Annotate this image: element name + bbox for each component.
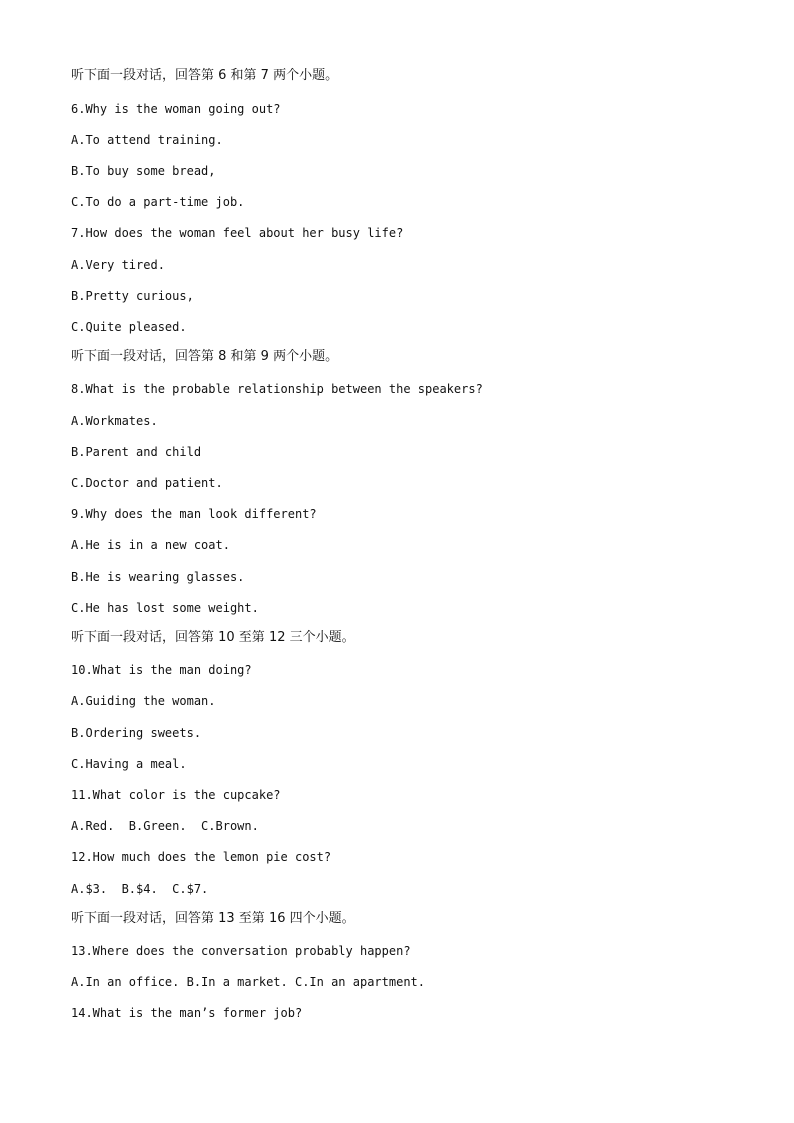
question-10: 10.What is the man doing? [71, 663, 252, 677]
question-7-option-a: A.Very tired. [71, 258, 165, 272]
section-instruction-13-16: 听下面一段对话，回答第 13 至第 16 四个小题。 [71, 911, 355, 926]
question-8: 8.What is the probable relationship between the speakers? [71, 382, 483, 396]
question-12-options: A.$3. B.$4. C.$7. [71, 882, 209, 896]
question-13-options: A.In an office. B.In a market. C.In an apartment. [71, 975, 426, 989]
question-9-option-b: B.He is wearing glasses. [71, 570, 245, 584]
question-12: 12.How much does the lemon pie cost? [71, 850, 332, 864]
question-9: 9.Why does the man look different? [71, 507, 317, 521]
question-9-option-c: C.He has lost some weight. [71, 601, 259, 615]
question-8-option-a: A.Workmates. [71, 414, 158, 428]
section-instruction-8-9: 听下面一段对话，回答第 8 和第 9 两个小题。 [71, 349, 339, 364]
question-8-option-c: C.Doctor and patient. [71, 476, 223, 490]
question-6-option-b: B.To buy some bread, [71, 164, 216, 178]
section-instruction-10-12: 听下面一段对话，回答第 10 至第 12 三个小题。 [71, 630, 355, 645]
section-instruction-6-7: 听下面一段对话，回答第 6 和第 7 两个小题。 [71, 68, 339, 83]
question-10-option-b: B.Ordering sweets. [71, 726, 202, 740]
question-7-option-c: C.Quite pleased. [71, 320, 187, 334]
question-6-option-c: C.To do a part-time job. [71, 195, 245, 209]
question-11-options: A.Red. B.Green. C.Brown. [71, 819, 259, 833]
question-7: 7.How does the woman feel about her busy life? [71, 226, 404, 240]
question-13: 13.Where does the conversation probably happen? [71, 944, 411, 958]
question-6: 6.Why is the woman going out? [71, 102, 281, 116]
question-14: 14.What is the man’s former job? [71, 1006, 303, 1020]
question-11: 11.What color is the cupcake? [71, 788, 281, 802]
question-7-option-b: B.Pretty curious, [71, 289, 194, 303]
question-9-option-a: A.He is in a new coat. [71, 538, 230, 552]
question-6-option-a: A.To attend training. [71, 133, 223, 147]
question-10-option-a: A.Guiding the woman. [71, 694, 216, 708]
question-8-option-b: B.Parent and child [71, 445, 202, 459]
question-10-option-c: C.Having a meal. [71, 757, 187, 771]
